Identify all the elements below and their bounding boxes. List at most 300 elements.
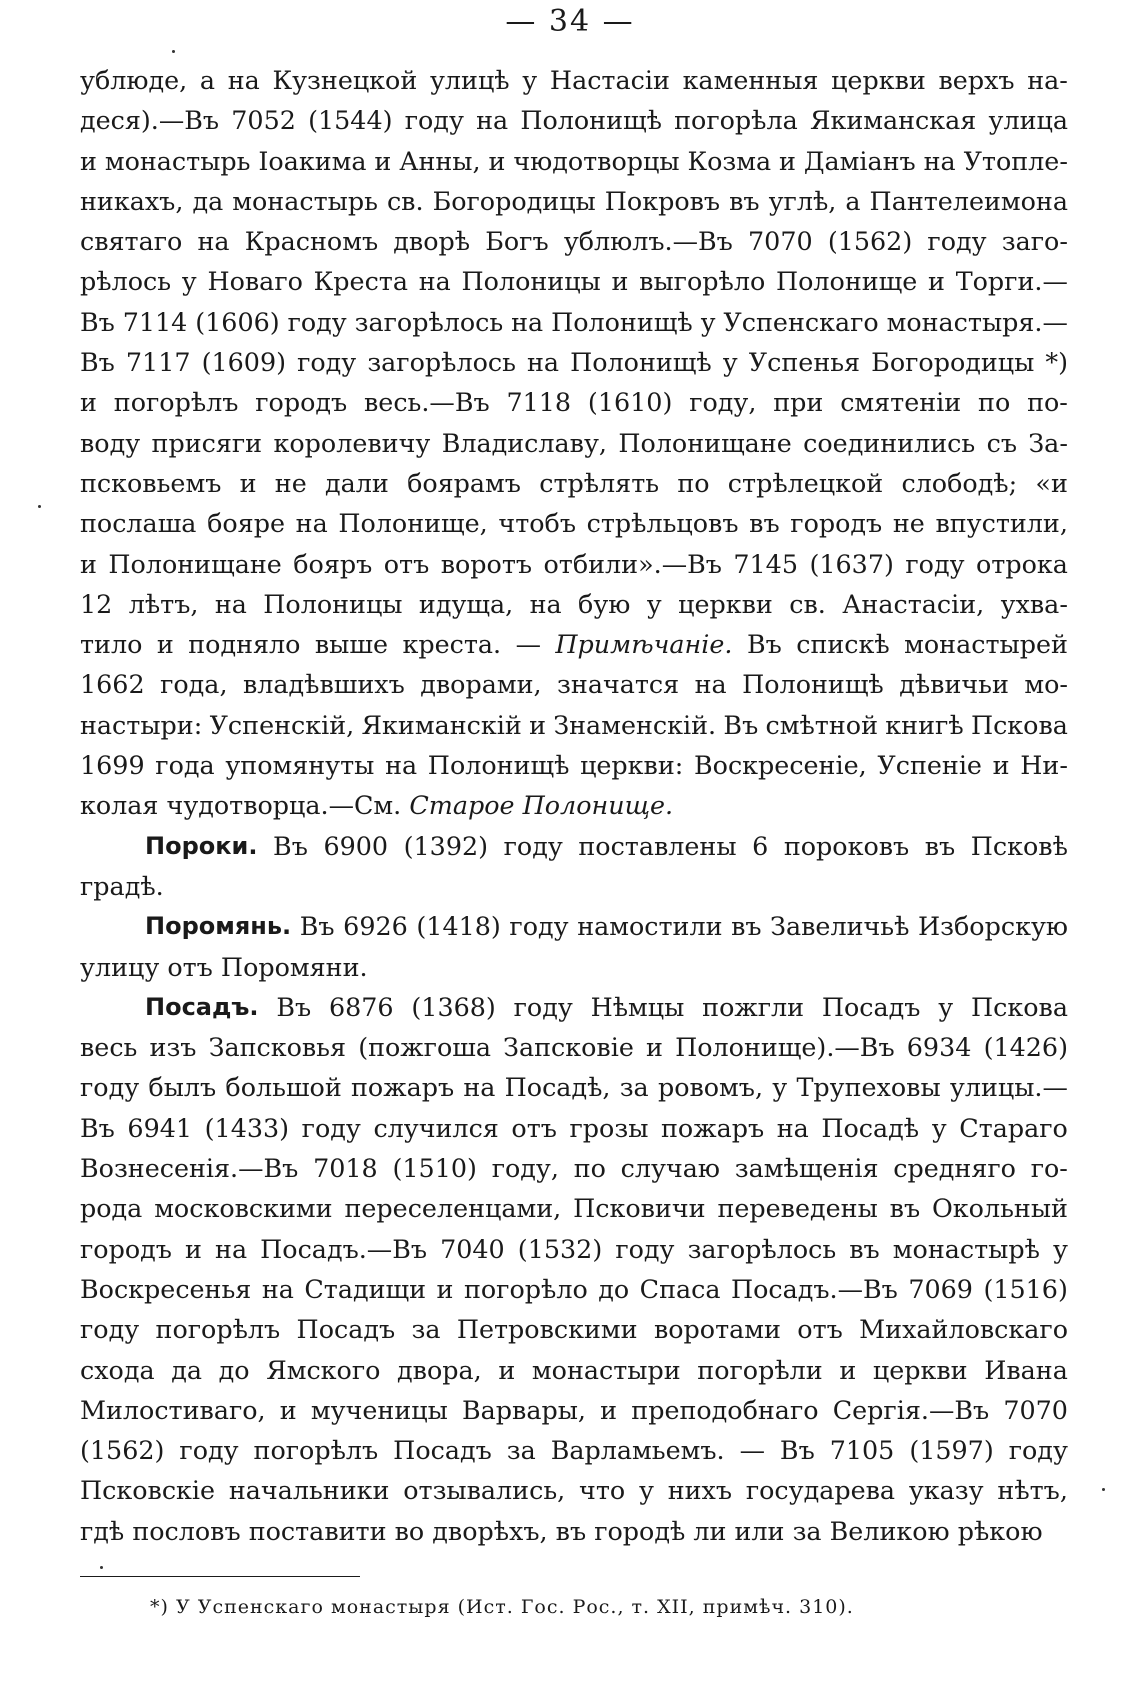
word: каменныя bbox=[682, 65, 819, 95]
text-line bbox=[0, 1470, 1068, 1510]
word: Воскресенья bbox=[80, 1273, 252, 1304]
word: 7070 bbox=[748, 226, 813, 257]
word: и bbox=[185, 1233, 202, 1264]
word: Посадѣ, bbox=[504, 1072, 611, 1103]
word: Настасіи bbox=[549, 65, 670, 95]
word: случаю bbox=[620, 1153, 720, 1184]
word: Въ bbox=[80, 1112, 115, 1143]
word: отъ bbox=[511, 1112, 557, 1143]
word: мо- bbox=[1024, 669, 1068, 700]
word: за bbox=[619, 1072, 649, 1103]
word: былъ bbox=[148, 1072, 217, 1103]
word: году bbox=[297, 347, 357, 378]
word: 7105 bbox=[829, 1435, 895, 1466]
word: на bbox=[529, 588, 562, 619]
word: Полонищѣ bbox=[427, 750, 570, 781]
word: слободѣ; bbox=[901, 467, 1018, 498]
word: Даміанъ bbox=[803, 145, 916, 176]
word: съ bbox=[986, 427, 1017, 458]
word: году bbox=[927, 226, 987, 257]
word: въ bbox=[924, 830, 956, 861]
word: Петровскими bbox=[456, 1314, 638, 1345]
word: на bbox=[227, 65, 260, 95]
word: погорѣло bbox=[463, 1273, 588, 1304]
word: отъ bbox=[383, 548, 430, 579]
word: нихъ bbox=[667, 1475, 733, 1506]
word: Нѣмцы bbox=[590, 991, 685, 1022]
word: у bbox=[722, 347, 738, 378]
word: выше bbox=[314, 629, 389, 660]
word: 1699 bbox=[80, 750, 145, 781]
word: Полонищане bbox=[618, 427, 792, 458]
word: гдѣ bbox=[80, 1515, 125, 1546]
text-line bbox=[0, 1350, 1068, 1390]
word: ублюлъ.—Въ bbox=[563, 226, 733, 257]
word: Посадъ bbox=[393, 1435, 492, 1466]
text-line bbox=[0, 141, 1068, 181]
word: и bbox=[839, 1354, 857, 1385]
word: указу bbox=[908, 1475, 984, 1506]
word: на bbox=[385, 750, 418, 781]
word: весь bbox=[80, 1032, 138, 1063]
word: Посадъ.—Въ bbox=[260, 1233, 428, 1264]
word: средняго bbox=[893, 1153, 1016, 1184]
word: Якиманскій bbox=[361, 709, 522, 740]
text-line bbox=[0, 221, 1068, 261]
word: Креста bbox=[313, 266, 408, 297]
word: Въ bbox=[746, 629, 782, 660]
word: году bbox=[301, 1112, 361, 1143]
word: во bbox=[394, 1515, 425, 1546]
word: монастырей bbox=[904, 629, 1068, 660]
word: углѣ, bbox=[768, 185, 837, 216]
word: по bbox=[978, 387, 1011, 418]
word: по- bbox=[1027, 387, 1068, 418]
word: рѣлось bbox=[80, 266, 172, 297]
word: и bbox=[646, 1032, 663, 1063]
word: смятеніи bbox=[840, 387, 962, 418]
text-line bbox=[0, 906, 1068, 946]
word: королевичу bbox=[273, 427, 431, 458]
word: воротами bbox=[653, 1314, 781, 1345]
word: что bbox=[579, 1475, 626, 1506]
word: изъ bbox=[149, 1032, 197, 1063]
word: не bbox=[892, 508, 925, 539]
word: Успеніе bbox=[877, 750, 982, 781]
word: (1606) bbox=[195, 306, 280, 337]
text-line bbox=[0, 261, 1068, 301]
word: Окольный bbox=[931, 1193, 1068, 1224]
text-line bbox=[0, 181, 1068, 221]
word: церкви bbox=[872, 1354, 968, 1385]
word: и bbox=[992, 750, 1010, 781]
word: Посадъ.—Въ bbox=[730, 1273, 898, 1304]
word: впустили, bbox=[935, 508, 1068, 539]
text-line bbox=[0, 1108, 1068, 1148]
word: смѣтной bbox=[765, 709, 878, 740]
word: псковьемъ bbox=[80, 467, 222, 498]
italic-word: Старое bbox=[409, 790, 515, 821]
word: поставлены bbox=[578, 830, 737, 861]
word: двора, bbox=[397, 1354, 482, 1385]
word: Торги.— bbox=[955, 266, 1068, 297]
word: церкви bbox=[831, 65, 926, 95]
word: 6876 bbox=[328, 991, 394, 1022]
word: значатся bbox=[557, 669, 680, 700]
word: на bbox=[215, 1233, 248, 1264]
word: 7052 bbox=[231, 105, 296, 136]
word: 6900 bbox=[323, 830, 389, 861]
text-line bbox=[0, 382, 1068, 422]
print-speck bbox=[100, 1566, 103, 1569]
word: году bbox=[80, 1314, 140, 1345]
text-line bbox=[0, 987, 1068, 1027]
word: Богородицы bbox=[432, 185, 596, 216]
word: 7114 bbox=[122, 306, 188, 337]
word: Стадищи bbox=[304, 1273, 427, 1304]
word: (1610) bbox=[587, 387, 673, 418]
word: стрѣлецкой bbox=[727, 467, 884, 498]
word: 12 bbox=[80, 588, 113, 619]
word: монастыря.— bbox=[886, 306, 1068, 337]
word: году bbox=[80, 1072, 140, 1103]
word: верхъ bbox=[938, 65, 1015, 95]
word: бояре bbox=[207, 508, 285, 539]
word: Михайловскаго bbox=[859, 1314, 1068, 1345]
word: и bbox=[156, 629, 174, 660]
word: дали bbox=[325, 467, 389, 498]
word: 7117 bbox=[125, 347, 191, 378]
word: Успенья bbox=[748, 347, 861, 378]
word: Въ bbox=[273, 830, 308, 861]
word: пороковъ bbox=[783, 830, 910, 861]
word: весь.—Въ bbox=[364, 387, 490, 418]
word: Въ bbox=[276, 991, 312, 1022]
word: Анны, bbox=[399, 145, 481, 176]
text-line bbox=[0, 302, 1068, 342]
word: за bbox=[506, 1435, 536, 1466]
word: Посадъ bbox=[296, 1314, 396, 1345]
word: году bbox=[287, 306, 347, 337]
word: улицы.— bbox=[949, 1072, 1068, 1103]
text-line bbox=[0, 1309, 1068, 1349]
word: настыри: bbox=[80, 709, 203, 740]
word: схода bbox=[80, 1354, 155, 1385]
word: погорѣлъ bbox=[113, 387, 239, 418]
word: (1532) bbox=[517, 1233, 603, 1264]
word: и bbox=[279, 1394, 297, 1425]
word: на bbox=[418, 266, 451, 297]
word: дѣвичьи bbox=[899, 669, 1009, 700]
word: Воскресеніе, bbox=[694, 750, 867, 781]
word: Вознесенія.—Въ bbox=[80, 1153, 299, 1184]
word: Полонище bbox=[775, 266, 918, 297]
word: (1544) bbox=[308, 105, 393, 136]
word: Новаго bbox=[207, 266, 303, 297]
word: городѣ bbox=[594, 1515, 686, 1546]
word: Въ bbox=[80, 347, 115, 378]
word: Посадъ bbox=[821, 991, 921, 1022]
word: соединились bbox=[803, 427, 976, 458]
word: книгѣ bbox=[885, 709, 964, 740]
page-number: — 34 — bbox=[505, 4, 635, 39]
word: (1418) bbox=[416, 911, 501, 942]
word: году bbox=[513, 991, 573, 1022]
word: на bbox=[463, 1072, 496, 1103]
word: на bbox=[476, 105, 509, 136]
word: 7040 bbox=[440, 1233, 505, 1264]
word: отъ bbox=[167, 951, 213, 982]
text-line bbox=[0, 100, 1068, 140]
word: 7145 bbox=[733, 548, 798, 579]
word: и bbox=[529, 709, 547, 740]
word: Въ bbox=[299, 911, 335, 942]
word: Спаса bbox=[639, 1273, 721, 1304]
word: Псковскіе bbox=[80, 1475, 216, 1506]
word: рѣкою bbox=[957, 1515, 1043, 1546]
word: на bbox=[295, 508, 328, 539]
word: (1368) bbox=[411, 991, 496, 1022]
word: или bbox=[734, 1515, 785, 1546]
word: ли bbox=[693, 1515, 727, 1546]
word: Великою bbox=[829, 1515, 950, 1546]
word: (1609) bbox=[201, 347, 287, 378]
word: до bbox=[218, 1354, 250, 1385]
word: (1426) bbox=[983, 1032, 1068, 1063]
word: отрока bbox=[976, 548, 1068, 579]
word: Милостиваго, bbox=[80, 1394, 266, 1425]
text-line bbox=[0, 866, 1140, 906]
word: церкви bbox=[678, 588, 773, 619]
text-line bbox=[0, 664, 1068, 704]
word: большой bbox=[225, 1072, 342, 1103]
word: Ивана bbox=[984, 1354, 1068, 1385]
word: Въ bbox=[723, 709, 759, 740]
text-line bbox=[0, 1269, 1068, 1309]
word: стрѣльцовъ bbox=[586, 508, 739, 539]
word: стрѣлять bbox=[539, 467, 660, 498]
word: отбили».—Въ bbox=[543, 548, 722, 579]
word: загорѣлось bbox=[687, 1233, 837, 1264]
word: случился bbox=[373, 1112, 499, 1143]
word: Запсковіе bbox=[503, 1032, 634, 1063]
word: чюдотворцы bbox=[513, 145, 680, 176]
word: на bbox=[511, 306, 544, 337]
word: Анастасіи, bbox=[842, 588, 985, 619]
footnote: *) У Успенскаго монастыря (Ист. Гос. Рос., т. XII, примѣч. 310). bbox=[150, 1596, 854, 1618]
word: Сергія.—Въ bbox=[832, 1394, 990, 1425]
word: *) bbox=[1045, 347, 1068, 378]
word: государева bbox=[745, 1475, 896, 1506]
word: по bbox=[573, 1153, 606, 1184]
word: градѣ. bbox=[80, 870, 164, 901]
word: святаго bbox=[80, 226, 183, 257]
word: дворѣхъ, bbox=[432, 1515, 548, 1546]
word: Запсковья bbox=[208, 1032, 347, 1063]
punctuation: . bbox=[282, 912, 292, 941]
word: у bbox=[638, 1475, 654, 1506]
word: а bbox=[845, 185, 861, 216]
text-line bbox=[0, 1430, 1068, 1470]
word: подняло bbox=[188, 629, 301, 660]
word: Псковѣ bbox=[970, 830, 1068, 861]
word: дворами, bbox=[420, 669, 542, 700]
punctuation: . bbox=[249, 992, 259, 1021]
word: Успенскаго bbox=[723, 306, 879, 337]
word: на bbox=[923, 145, 956, 176]
word: чудотворца.—См. bbox=[166, 790, 402, 821]
text-line bbox=[0, 826, 1068, 866]
italic-word: Полонище. bbox=[522, 790, 674, 821]
print-speck bbox=[172, 50, 175, 53]
word: году, bbox=[491, 1153, 559, 1184]
word: Пантелеимона bbox=[869, 185, 1068, 216]
word: у bbox=[700, 306, 716, 337]
text-line bbox=[0, 423, 1068, 463]
word: въ bbox=[729, 185, 760, 216]
word: улицу bbox=[80, 951, 160, 982]
word: рода bbox=[80, 1193, 143, 1224]
word: лѣтъ, bbox=[128, 588, 199, 619]
word: Варламьемъ. bbox=[550, 1435, 725, 1466]
word: 6926 bbox=[343, 911, 408, 942]
word: загорѣлось bbox=[367, 347, 516, 378]
word: (1637) bbox=[809, 548, 894, 579]
word: Полонище).—Въ bbox=[675, 1032, 895, 1063]
word: Полонищѣ bbox=[570, 347, 712, 378]
word: Богородицы bbox=[871, 347, 1035, 378]
word: въ bbox=[555, 1515, 587, 1546]
word: у bbox=[1053, 1233, 1068, 1264]
entry-term: Пороки. bbox=[145, 831, 258, 860]
italic-word: Примѣчаніе. bbox=[555, 629, 733, 660]
word: отзывались, bbox=[403, 1475, 566, 1506]
word: тило bbox=[80, 629, 143, 660]
word: 6941 bbox=[127, 1112, 193, 1143]
word: присяги bbox=[151, 427, 263, 458]
word: года, bbox=[160, 669, 228, 700]
word: (1433) bbox=[204, 1112, 290, 1143]
word: отъ bbox=[797, 1314, 843, 1345]
text-line bbox=[0, 503, 1068, 543]
word: а bbox=[199, 65, 216, 95]
word: спискѣ bbox=[796, 629, 890, 660]
word: у bbox=[646, 588, 662, 619]
word: упомянуты bbox=[225, 750, 375, 781]
word: да bbox=[192, 185, 224, 216]
text-line bbox=[0, 624, 1068, 664]
word: монастырь bbox=[232, 185, 378, 216]
word: на bbox=[694, 669, 727, 700]
word: Красномъ bbox=[244, 226, 379, 257]
word: Псковичи bbox=[573, 1193, 706, 1224]
entry-term: Поромянь. bbox=[145, 912, 292, 941]
word: монастырь bbox=[104, 145, 251, 176]
word: погорѣлъ bbox=[253, 1435, 379, 1466]
word: Пскова bbox=[970, 709, 1068, 740]
word: (1516) bbox=[983, 1273, 1068, 1304]
word: году bbox=[1008, 1435, 1068, 1466]
word: Утопле- bbox=[963, 145, 1068, 176]
word: году bbox=[503, 830, 563, 861]
word: Полонищане bbox=[108, 548, 282, 579]
word: замѣщенія bbox=[734, 1153, 879, 1184]
word: воротъ bbox=[440, 548, 533, 579]
text-line bbox=[0, 1148, 1068, 1188]
word: улицѣ bbox=[429, 65, 510, 95]
word: Успенскій, bbox=[209, 709, 355, 740]
word: церкви: bbox=[580, 750, 684, 781]
word: у bbox=[181, 266, 197, 297]
text-line bbox=[0, 544, 1068, 584]
word: на bbox=[526, 347, 560, 378]
word: (1392) bbox=[403, 830, 489, 861]
word: Завеличьѣ bbox=[770, 911, 910, 942]
word: и bbox=[600, 1394, 618, 1425]
word: при bbox=[773, 387, 824, 418]
word: у bbox=[522, 65, 538, 95]
word: Ямского bbox=[266, 1354, 381, 1385]
word: 6 bbox=[752, 830, 769, 861]
word: загорѣлось bbox=[354, 306, 504, 337]
word: идуща, bbox=[418, 588, 514, 619]
word: мученицы bbox=[310, 1394, 448, 1425]
word: (1562) bbox=[80, 1435, 165, 1466]
word: послаша bbox=[80, 508, 197, 539]
word: до bbox=[598, 1273, 630, 1304]
word: Козма bbox=[687, 145, 772, 176]
word: году, bbox=[689, 387, 757, 418]
word: владѣвшихъ bbox=[242, 669, 405, 700]
word: монастырѣ bbox=[892, 1233, 1040, 1264]
word: переведены bbox=[717, 1193, 878, 1224]
word: бояръ bbox=[293, 548, 373, 579]
word: Въ bbox=[779, 1435, 815, 1466]
word: и bbox=[498, 1354, 516, 1385]
word: (1562) bbox=[827, 226, 913, 257]
word: Трупеховы bbox=[796, 1072, 941, 1103]
body-text bbox=[0, 60, 1140, 1551]
word: Ни- bbox=[1020, 750, 1068, 781]
word: — bbox=[515, 629, 541, 660]
word: на bbox=[214, 588, 247, 619]
word: Іоакима bbox=[258, 145, 367, 176]
word: го- bbox=[1030, 1153, 1068, 1184]
word: на bbox=[776, 1112, 809, 1143]
word: 7069 bbox=[908, 1273, 973, 1304]
word: Знаменскій. bbox=[553, 709, 717, 740]
word: нѣтъ, bbox=[997, 1475, 1068, 1506]
word: Изборскую bbox=[918, 911, 1068, 942]
word: на bbox=[261, 1273, 294, 1304]
word: и bbox=[239, 467, 257, 498]
word: Поромяни. bbox=[220, 951, 368, 982]
word: въ bbox=[731, 911, 762, 942]
text-line bbox=[0, 785, 1140, 825]
word: и bbox=[80, 387, 97, 418]
print-speck bbox=[38, 505, 41, 508]
word: боярамъ bbox=[407, 467, 521, 498]
word: у bbox=[938, 991, 954, 1022]
word: пожгли bbox=[702, 991, 805, 1022]
word: и bbox=[436, 1273, 454, 1304]
word: и bbox=[928, 266, 945, 297]
word: Варвары, bbox=[461, 1394, 586, 1425]
word: году bbox=[615, 1233, 675, 1264]
word: монастыри bbox=[531, 1354, 681, 1385]
word: 1662 bbox=[80, 669, 145, 700]
word: погорѣла bbox=[674, 105, 798, 136]
